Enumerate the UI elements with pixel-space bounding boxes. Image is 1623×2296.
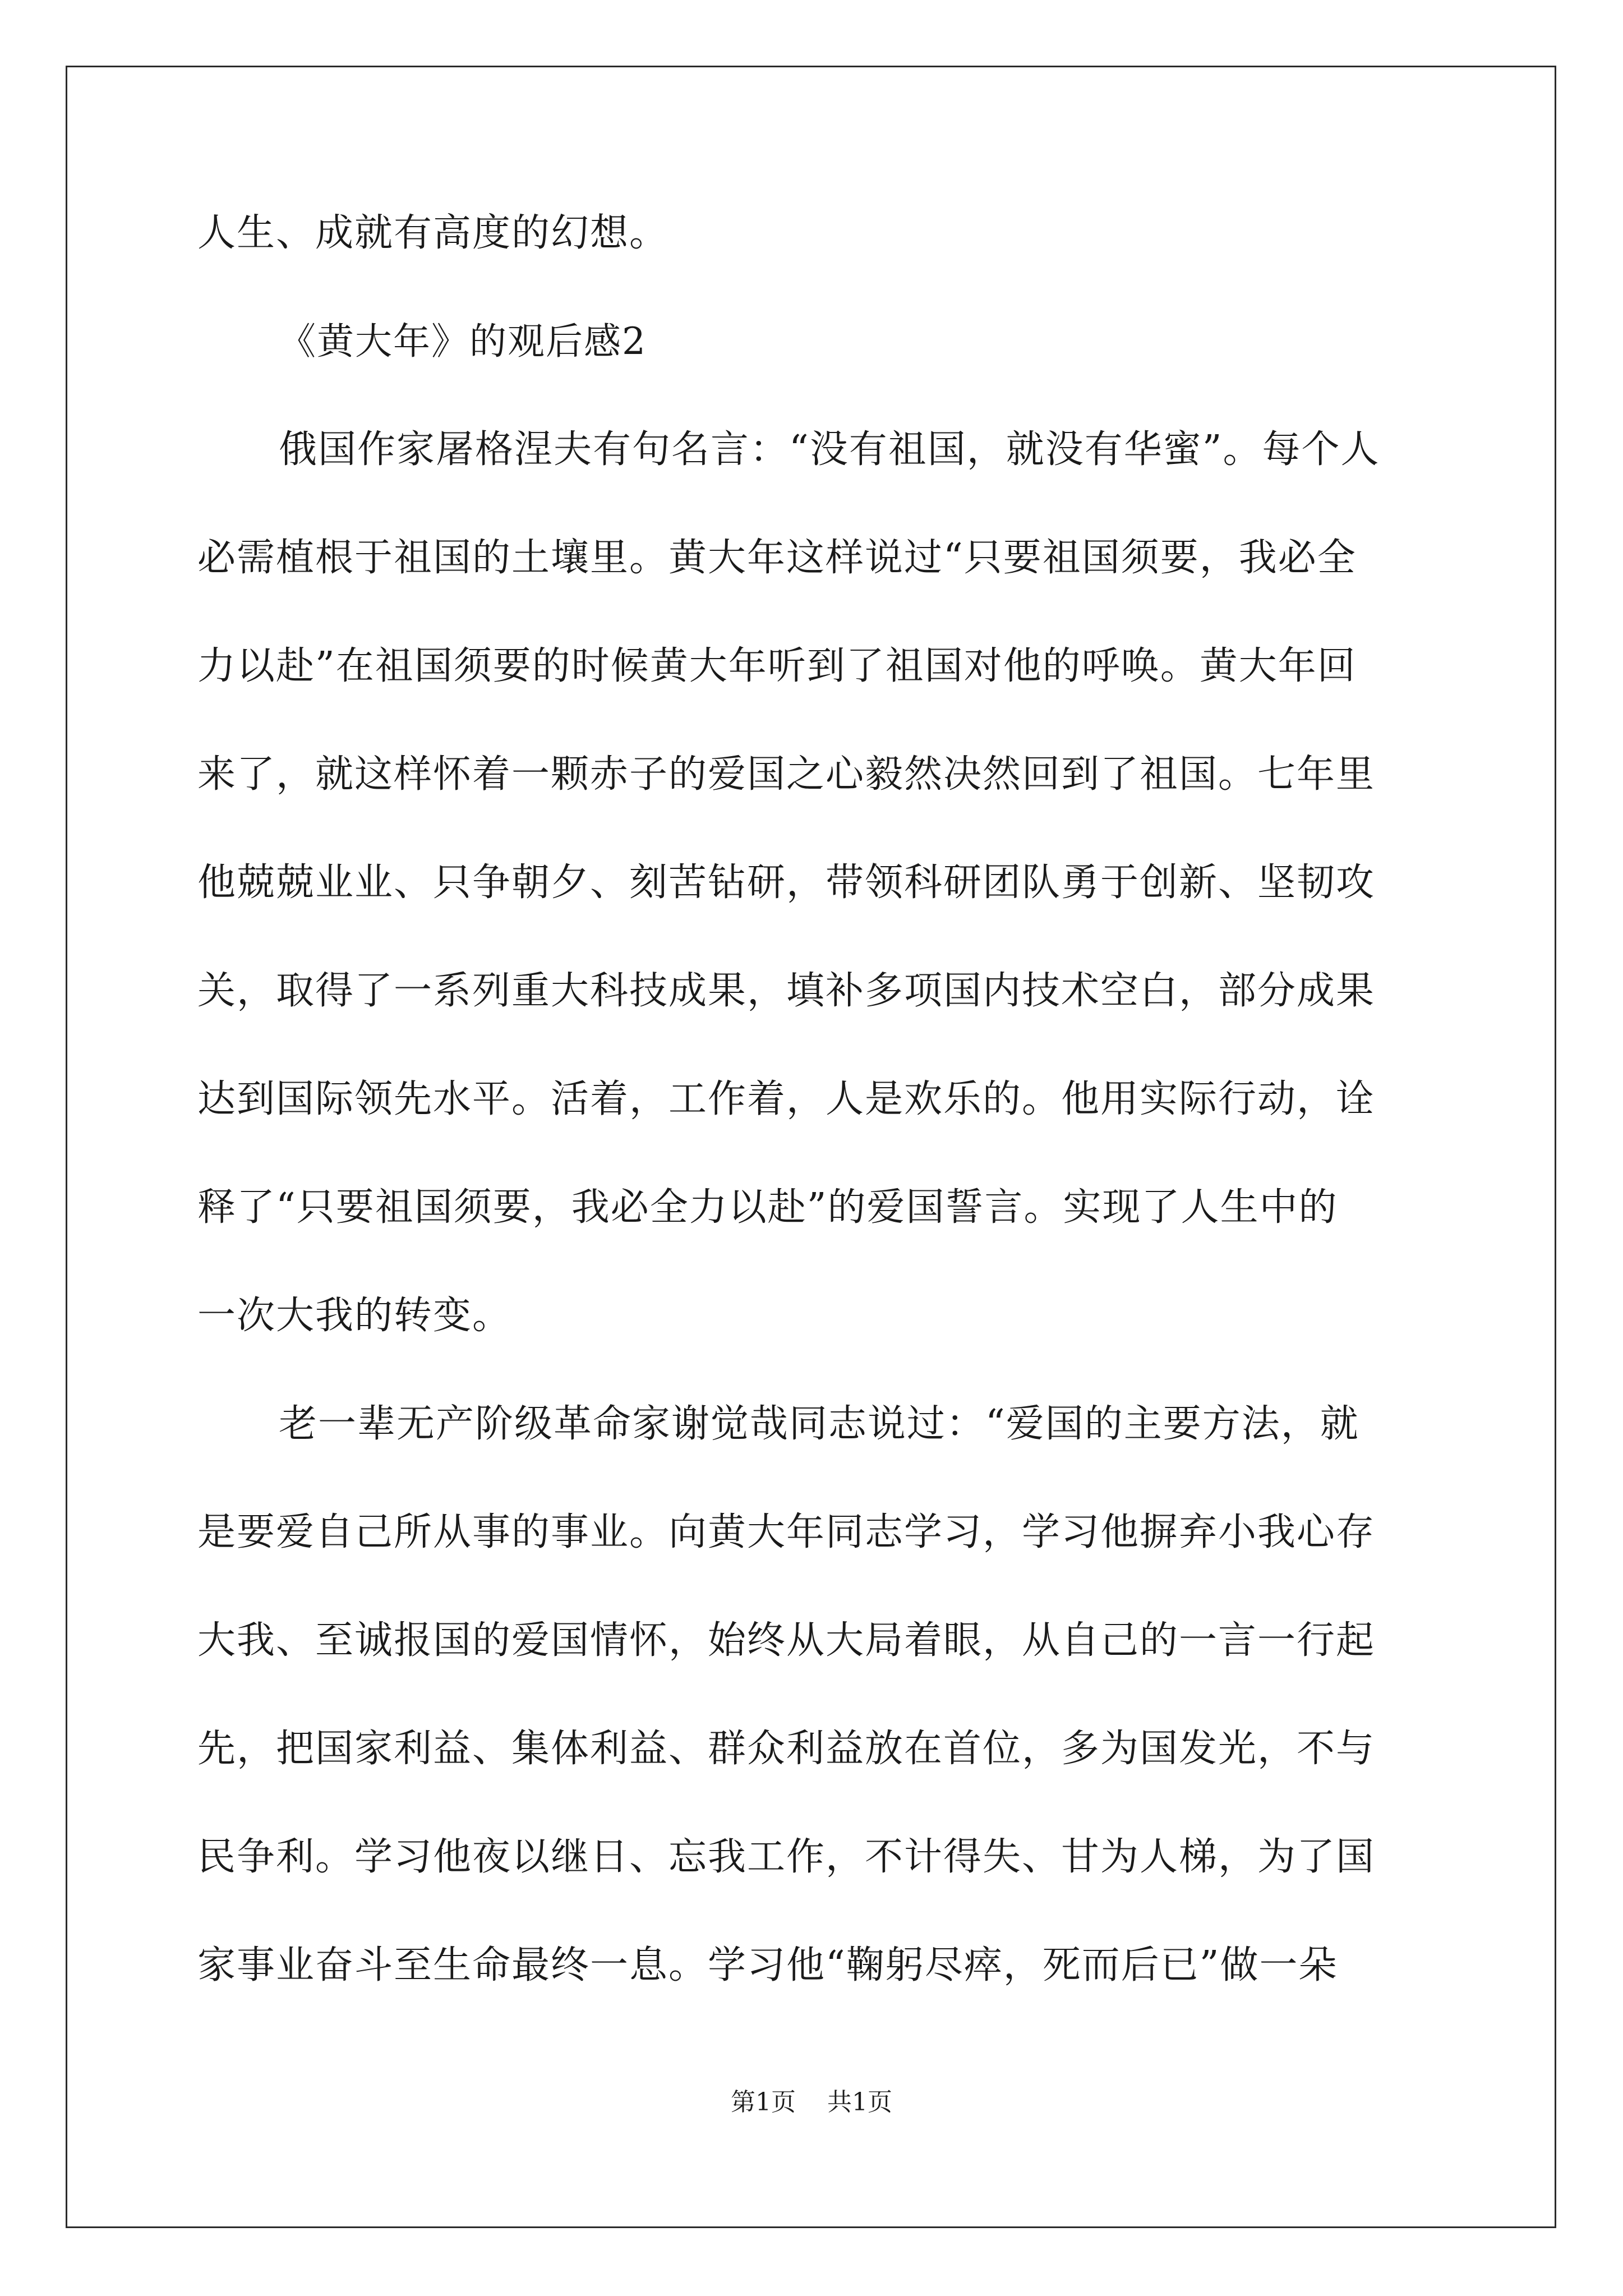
text-line: 必需植根于祖国的土壤里。黄大年这样说过“只要祖国须要，我必全 — [197, 536, 1357, 580]
text-line: 一次大我的转变。 — [197, 1294, 512, 1338]
text-line: 民争利。学习他夜以继日、忘我工作，不计得失、甘为人梯，为了国 — [197, 1835, 1376, 1879]
paragraph-first-line: 老一辈无产阶级革命家谢觉哉同志说过：“爱国的主要方法，就 — [279, 1402, 1359, 1446]
text-line: 大我、至诚报国的爱国情怀，始终从大局着眼，从自己的一言一行起 — [197, 1618, 1376, 1663]
section-heading: 《黄大年》的观后感2 — [279, 320, 647, 363]
paragraph-first-line: 俄国作家屠格涅夫有句名言：“没有祖国，就没有华蜜”。每个人 — [279, 427, 1380, 472]
document-body — [197, 202, 1426, 2042]
page-total: 共1页 — [827, 2088, 892, 2116]
text-line: 先，把国家利益、集体利益、群众利益放在首位，多为国发光，不与 — [197, 1727, 1376, 1771]
page-number: 第1页 — [731, 2088, 796, 2116]
text-line: 家事业奋斗至生命最终一息。学习他“鞠躬尽瘁，死而后已”做一朵 — [197, 1943, 1338, 1987]
text-line: 人生、成就有高度的幻想。 — [197, 211, 669, 255]
text-line: 来了，就这样怀着一颗赤子的爱国之心毅然决然回到了祖国。七年里 — [197, 752, 1376, 797]
text-line: 释了“只要祖国须要，我必全力以赴”的爱国誓言。实现了人生中的 — [197, 1185, 1338, 1230]
text-line: 关，取得了一系列重大科技成果，填补多项国内技术空白，部分成果 — [197, 969, 1376, 1013]
text-line: 他兢兢业业、只争朝夕、刻苦钻研，带领科研团队勇于创新、坚韧攻 — [197, 861, 1376, 905]
text-line: 力以赴”在祖国须要的时候黄大年听到了祖国对他的呼唤。黄大年回 — [197, 644, 1357, 688]
text-line: 达到国际领先水平。活着，工作着，人是欢乐的。他用实际行动，诠 — [197, 1077, 1376, 1121]
page-footer — [0, 2086, 1623, 2119]
text-line: 是要爱自己所从事的事业。向黄大年同志学习，学习他摒弃小我心存 — [197, 1510, 1376, 1554]
